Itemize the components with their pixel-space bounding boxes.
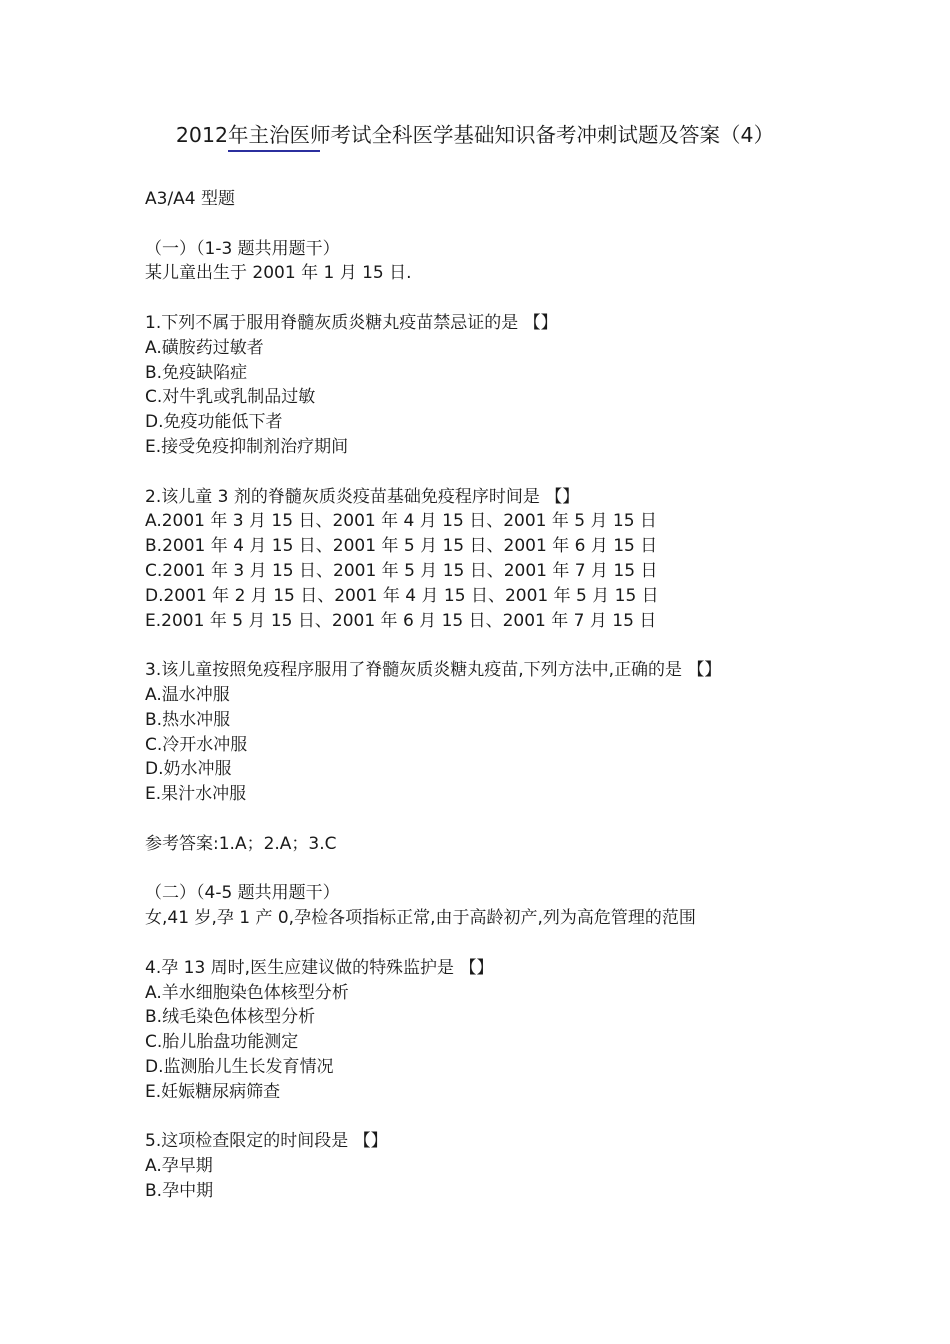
question-text: 3.该儿童按照免疫程序服用了脊髓灰质炎糖丸疫苗,下列方法中,正确的是 【】 [145,660,722,681]
option-a: A.羊水细胞染色体核型分析 [145,982,349,1003]
answer-key [145,832,865,857]
option-c: C.2001 年 3 月 15 日、2001 年 5 月 15 日、2001 年 7 月 15 日 [145,560,658,581]
document-title: 2012年主治医师考试全科医学基础知识备考冲刺试题及答案（4） [175,123,775,147]
option-c: C.胎儿胎盘功能测定 [145,1032,299,1053]
question-3 [145,658,865,807]
option-d: D.2001 年 2 月 15 日、2001 年 4 月 15 日、2001 年 5 月 15 日 [145,585,659,606]
title-link-underline[interactable] [228,150,320,152]
section-type-heading: A3/A4 型题 [145,189,236,209]
option-e: E.接受免疫抑制剂治疗期间 [145,436,349,457]
group-stem: 某儿童出生于 2001 年 1 月 15 日. [145,263,412,284]
group-header: （一）（1-3 题共用题干） [145,238,340,259]
option-a: A.温水冲服 [145,684,230,705]
question-text: 2.该儿童 3 剂的脊髓灰质炎疫苗基础免疫程序时间是 【】 [145,486,580,507]
group-header: （二）（4-5 题共用题干） [145,883,340,904]
option-e: E.果汁水冲服 [145,784,247,805]
option-d: D.免疫功能低下者 [145,412,283,433]
option-a: A.2001 年 3 月 15 日、2001 年 4 月 15 日、2001 年 5 月 15 日 [145,511,657,532]
question-1 [145,311,865,460]
question-text: 1.下列不属于服用脊髓灰质炎糖丸疫苗禁忌证的是 【】 [145,312,558,333]
option-d: D.奶水冲服 [145,759,232,780]
option-b: B.热水冲服 [145,709,231,730]
document-body [145,187,865,1204]
question-group-1 [145,237,865,857]
question-text: 4.孕 13 周时,医生应建议做的特殊监护是 【】 [145,957,494,978]
option-e: E.2001 年 5 月 15 日、2001 年 6 月 15 日、2001 年 7 月 15 日 [145,610,657,631]
group-stem: 女,41 岁,孕 1 产 0,孕检各项指标正常,由于高龄初产,列为高危管理的范围 [145,908,696,929]
option-c: C.对牛乳或乳制品过敏 [145,387,316,408]
answer-text: 参考答案:1.A；2.A；3.C [145,833,337,854]
question-group-2 [145,881,865,1203]
option-b: B.绒毛染色体核型分析 [145,1007,316,1028]
option-e: E.妊娠糖尿病筛查 [145,1081,281,1102]
option-b: B.孕中期 [145,1180,214,1201]
option-a: A.磺胺药过敏者 [145,337,264,358]
option-c: C.冷开水冲服 [145,734,248,755]
option-b: B.2001 年 4 月 15 日、2001 年 5 月 15 日、2001 年 6 月 15 日 [145,536,658,557]
question-2 [145,485,865,634]
option-d: D.监测胎儿生长发育情况 [145,1056,334,1077]
question-5 [145,1129,865,1203]
option-b: B.免疫缺陷症 [145,362,248,383]
question-4 [145,956,865,1105]
question-text: 5.这项检查限定的时间段是 【】 [145,1131,388,1152]
option-a: A.孕早期 [145,1156,213,1177]
